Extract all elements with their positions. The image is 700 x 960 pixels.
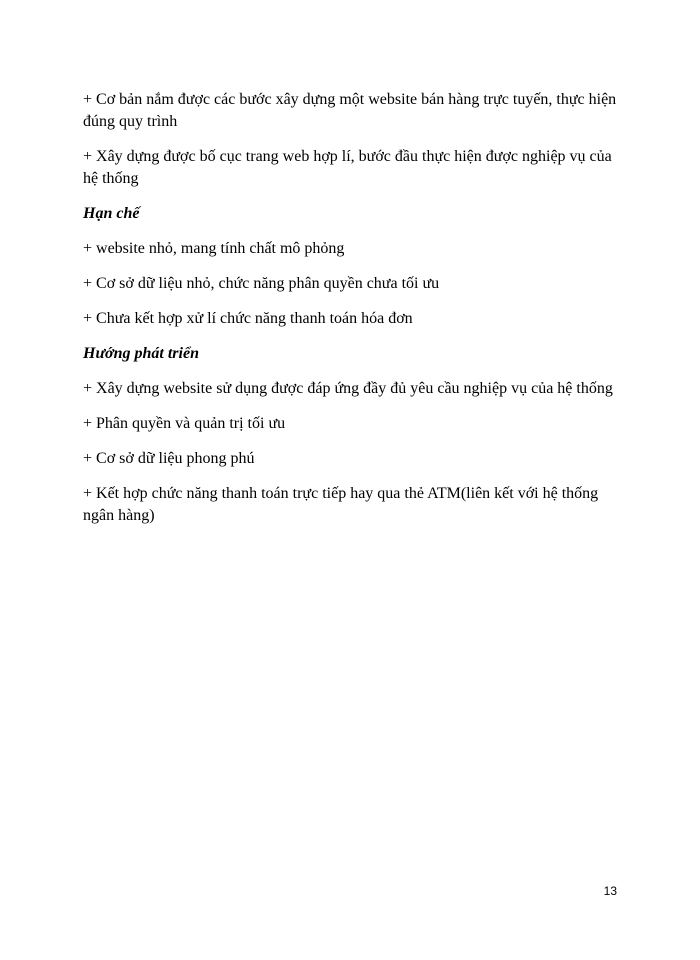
limitations-heading: Hạn chế <box>83 205 140 222</box>
development-heading: Hướng phát triển <box>83 345 199 362</box>
limitation-item: + Cơ sở dữ liệu nhỏ, chức năng phân quyền chưa tối ưu <box>83 275 440 292</box>
intro-item: + Xây dựng được bố cục trang web hợp lí, bước đầu thực hiện được nghiệp vụ của hệ thống <box>83 148 612 187</box>
development-item: + Kết hợp chức năng thanh toán trực tiếp hay qua thẻ ATM(liên kết với hệ thống ngân hàng) <box>83 485 599 524</box>
limitation-item: + Chưa kết hợp xử lí chức năng thanh toán hóa đơn <box>83 310 413 327</box>
development-item: + Phân quyền và quản trị tối ưu <box>83 415 286 432</box>
page-number: 13 <box>603 884 617 898</box>
intro-item: + Cơ bản nắm được các bước xây dựng một website bán hàng trực tuyến, thực hiện đúng quy trình <box>83 91 617 130</box>
development-item: + Cơ sở dữ liệu phong phú <box>83 450 255 467</box>
development-item: + Xây dựng website sử dụng được đáp ứng đầy đủ yêu cầu nghiệp vụ của hệ thống <box>83 380 613 397</box>
page-content <box>83 89 623 540</box>
limitation-item: + website nhỏ, mang tính chất mô phỏng <box>83 240 345 257</box>
